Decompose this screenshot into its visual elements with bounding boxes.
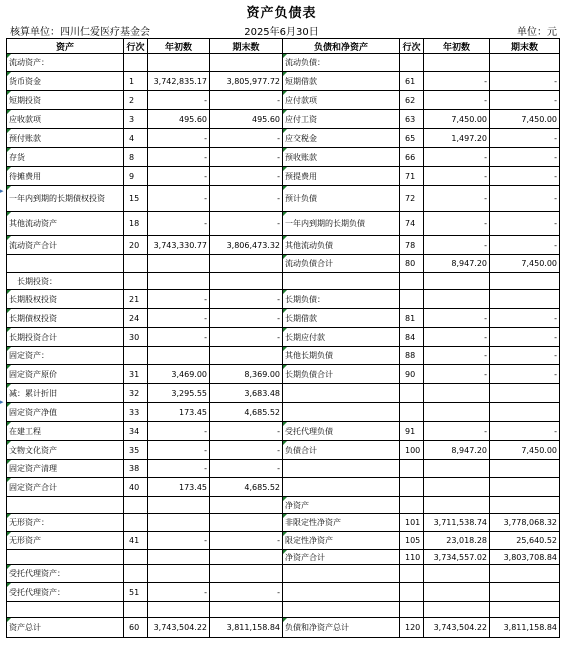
asset-closing-cell[interactable]: -: [210, 186, 283, 212]
liability-line-cell[interactable]: 78: [400, 236, 424, 255]
table-row: [7, 365, 560, 384]
liability-line-cell[interactable]: [400, 497, 424, 514]
asset-name-cell[interactable]: 流动资产合计: [7, 236, 124, 255]
asset-line-cell[interactable]: [124, 255, 148, 273]
report-date: 2025年6月30日: [244, 27, 319, 38]
asset-name-cell[interactable]: 其他流动资产: [7, 212, 124, 236]
liability-opening-cell[interactable]: 3,711,538.74: [424, 514, 490, 532]
table-header-row: [7, 39, 560, 54]
asset-opening-cell[interactable]: 3,742,835.17: [148, 72, 210, 91]
liability-name-cell[interactable]: 长期负债：: [283, 290, 400, 309]
asset-name-cell[interactable]: 存货: [7, 148, 124, 167]
liability-closing-cell[interactable]: -: [490, 422, 560, 441]
liability-name-cell[interactable]: 流动负债合计: [283, 255, 400, 273]
asset-opening-cell[interactable]: [148, 347, 210, 365]
asset-line-cell[interactable]: 60: [124, 618, 148, 638]
asset-opening-cell[interactable]: -: [148, 290, 210, 309]
liability-line-cell[interactable]: [400, 403, 424, 422]
liability-opening-cell[interactable]: -: [424, 236, 490, 255]
asset-opening-cell[interactable]: [148, 54, 210, 72]
table-row: [7, 618, 560, 638]
liability-name-cell[interactable]: 短期借款: [283, 72, 400, 91]
asset-line-cell[interactable]: [124, 273, 148, 290]
row-marker-icon: ▸: [0, 398, 4, 406]
liability-opening-cell[interactable]: [424, 565, 490, 583]
asset-opening-cell[interactable]: -: [148, 441, 210, 460]
asset-opening-cell[interactable]: -: [148, 212, 210, 236]
asset-line-cell[interactable]: 18: [124, 212, 148, 236]
liability-closing-cell[interactable]: 7,450.00: [490, 441, 560, 460]
liability-name-cell[interactable]: 预提费用: [283, 167, 400, 186]
liability-name-cell[interactable]: [283, 583, 400, 602]
liability-opening-cell[interactable]: [424, 602, 490, 618]
accounting-unit: 核算单位：四川仁爱医疗基金会: [10, 27, 150, 38]
asset-name-cell[interactable]: 固定资产原价: [7, 365, 124, 384]
currency-unit: 单位：元: [517, 27, 557, 38]
table-row: [7, 583, 560, 602]
table-row: [7, 148, 560, 167]
asset-closing-cell[interactable]: 3,683.48: [210, 384, 283, 403]
header-line-no: 行次: [124, 39, 148, 54]
liability-closing-cell[interactable]: [490, 273, 560, 290]
liability-line-cell[interactable]: 65: [400, 129, 424, 148]
liability-line-cell[interactable]: 90: [400, 365, 424, 384]
asset-line-cell[interactable]: 30: [124, 328, 148, 347]
asset-closing-cell[interactable]: [210, 255, 283, 273]
liability-line-cell[interactable]: [400, 460, 424, 478]
liability-closing-cell[interactable]: [490, 384, 560, 403]
table-row: [7, 110, 560, 129]
asset-line-cell[interactable]: 2: [124, 91, 148, 110]
liability-line-cell[interactable]: 110: [400, 550, 424, 565]
header-line-no: 行次: [400, 39, 424, 54]
asset-line-cell[interactable]: 8: [124, 148, 148, 167]
liability-opening-cell[interactable]: [424, 384, 490, 403]
asset-name-cell[interactable]: 长期投资合计: [7, 328, 124, 347]
asset-name-cell[interactable]: [7, 550, 124, 565]
balance-sheet-table: [6, 38, 560, 638]
asset-closing-cell[interactable]: [210, 347, 283, 365]
table-row: [7, 550, 560, 565]
liability-closing-cell[interactable]: -: [490, 91, 560, 110]
header-liabilities: 负债和净资产: [283, 39, 400, 54]
asset-opening-cell[interactable]: -: [148, 309, 210, 328]
liability-opening-cell[interactable]: 8,947.20: [424, 255, 490, 273]
liability-closing-cell[interactable]: -: [490, 129, 560, 148]
liability-opening-cell[interactable]: -: [424, 309, 490, 328]
table-row: [7, 273, 560, 290]
asset-line-cell[interactable]: 9: [124, 167, 148, 186]
liability-opening-cell[interactable]: [424, 290, 490, 309]
asset-opening-cell[interactable]: -: [148, 460, 210, 478]
liability-opening-cell[interactable]: [424, 478, 490, 497]
liability-line-cell[interactable]: [400, 290, 424, 309]
liability-name-cell[interactable]: 负债合计: [283, 441, 400, 460]
asset-name-cell[interactable]: 长期债权投资: [7, 309, 124, 328]
asset-line-cell[interactable]: 21: [124, 290, 148, 309]
liability-line-cell[interactable]: [400, 602, 424, 618]
asset-name-cell[interactable]: 预付账款: [7, 129, 124, 148]
asset-opening-cell[interactable]: 3,469.00: [148, 365, 210, 384]
liability-line-cell[interactable]: [400, 273, 424, 290]
liability-closing-cell[interactable]: [490, 497, 560, 514]
liability-line-cell[interactable]: 72: [400, 186, 424, 212]
liability-name-cell[interactable]: 非限定性净资产: [283, 514, 400, 532]
liability-name-cell[interactable]: 一年内到期的长期负债: [283, 212, 400, 236]
asset-closing-cell[interactable]: -: [210, 212, 283, 236]
liability-opening-cell[interactable]: [424, 497, 490, 514]
asset-opening-cell[interactable]: [148, 602, 210, 618]
liability-closing-cell[interactable]: [490, 478, 560, 497]
asset-name-cell[interactable]: [7, 497, 124, 514]
table-row: [7, 478, 560, 497]
asset-name-cell[interactable]: 减：累计折旧: [7, 384, 124, 403]
liability-line-cell[interactable]: 80: [400, 255, 424, 273]
table-row: [7, 212, 560, 236]
liability-name-cell[interactable]: [283, 384, 400, 403]
header-assets: 资产: [7, 39, 124, 54]
asset-closing-cell[interactable]: 3,805,977.72: [210, 72, 283, 91]
asset-closing-cell[interactable]: -: [210, 129, 283, 148]
table-row: [7, 255, 560, 273]
asset-closing-cell[interactable]: -: [210, 460, 283, 478]
asset-name-cell[interactable]: 短期投资: [7, 91, 124, 110]
table-row: [7, 72, 560, 91]
asset-opening-cell[interactable]: -: [148, 532, 210, 550]
asset-name-cell[interactable]: 一年内到期的长期债权投资: [7, 186, 124, 212]
liability-opening-cell[interactable]: 7,450.00: [424, 110, 490, 129]
liability-name-cell[interactable]: 预计负债: [283, 186, 400, 212]
table-row: [7, 54, 560, 72]
liability-name-cell[interactable]: 长期负债合计: [283, 365, 400, 384]
asset-closing-cell[interactable]: -: [210, 532, 283, 550]
asset-opening-cell[interactable]: 3,295.55: [148, 384, 210, 403]
asset-line-cell[interactable]: 38: [124, 460, 148, 478]
liability-opening-cell[interactable]: [424, 54, 490, 72]
liability-line-cell[interactable]: 84: [400, 328, 424, 347]
liability-name-cell[interactable]: [283, 403, 400, 422]
liability-name-cell[interactable]: 负债和净资产总计: [283, 618, 400, 638]
row-marker-icon: ▸: [0, 187, 4, 195]
asset-name-cell[interactable]: 受托代理资产：: [7, 565, 124, 583]
liability-name-cell[interactable]: 净资产: [283, 497, 400, 514]
liability-name-cell[interactable]: 应付款项: [283, 91, 400, 110]
liability-closing-cell[interactable]: [490, 290, 560, 309]
liability-name-cell[interactable]: 应付工资: [283, 110, 400, 129]
liability-name-cell[interactable]: [283, 565, 400, 583]
liability-closing-cell[interactable]: [490, 460, 560, 478]
liability-opening-cell[interactable]: 8,947.20: [424, 441, 490, 460]
asset-closing-cell[interactable]: [210, 54, 283, 72]
asset-opening-cell[interactable]: -: [148, 583, 210, 602]
liability-closing-cell[interactable]: 25,640.52: [490, 532, 560, 550]
header-closing: 期末数: [490, 39, 560, 54]
header-opening: 年初数: [148, 39, 210, 54]
liability-closing-cell[interactable]: 7,450.00: [490, 110, 560, 129]
asset-name-cell[interactable]: 长期投资：: [7, 273, 124, 290]
liability-closing-cell[interactable]: -: [490, 72, 560, 91]
table-row: [7, 532, 560, 550]
liability-name-cell[interactable]: [283, 273, 400, 290]
asset-line-cell[interactable]: 41: [124, 532, 148, 550]
liability-line-cell[interactable]: [400, 384, 424, 403]
asset-line-cell[interactable]: [124, 550, 148, 565]
asset-opening-cell[interactable]: [148, 497, 210, 514]
liability-opening-cell[interactable]: -: [424, 186, 490, 212]
liability-closing-cell[interactable]: 7,450.00: [490, 255, 560, 273]
table-row: [7, 460, 560, 478]
liability-opening-cell[interactable]: [424, 583, 490, 602]
liability-line-cell[interactable]: 120: [400, 618, 424, 638]
table-row: [7, 167, 560, 186]
asset-closing-cell[interactable]: [210, 565, 283, 583]
asset-closing-cell[interactable]: [210, 273, 283, 290]
asset-opening-cell[interactable]: [148, 514, 210, 532]
asset-opening-cell[interactable]: -: [148, 167, 210, 186]
liability-name-cell[interactable]: 净资产合计: [283, 550, 400, 565]
asset-opening-cell[interactable]: 3,743,330.77: [148, 236, 210, 255]
asset-name-cell[interactable]: 在建工程: [7, 422, 124, 441]
liability-closing-cell[interactable]: [490, 583, 560, 602]
liability-line-cell[interactable]: [400, 54, 424, 72]
asset-opening-cell[interactable]: 173.45: [148, 403, 210, 422]
table-row: [7, 602, 560, 618]
asset-name-cell[interactable]: 固定资产净值: [7, 403, 124, 422]
asset-closing-cell[interactable]: -: [210, 328, 283, 347]
liability-name-cell[interactable]: [283, 478, 400, 497]
table-row: [7, 384, 560, 403]
asset-closing-cell[interactable]: 4,685.52: [210, 478, 283, 497]
liability-name-cell[interactable]: 其他长期负债: [283, 347, 400, 365]
liability-line-cell[interactable]: 88: [400, 347, 424, 365]
asset-name-cell[interactable]: 待摊费用: [7, 167, 124, 186]
liability-line-cell[interactable]: 62: [400, 91, 424, 110]
liability-line-cell[interactable]: 100: [400, 441, 424, 460]
asset-opening-cell[interactable]: 173.45: [148, 478, 210, 497]
asset-opening-cell[interactable]: [148, 565, 210, 583]
asset-line-cell[interactable]: 20: [124, 236, 148, 255]
liability-closing-cell[interactable]: -: [490, 186, 560, 212]
liability-closing-cell[interactable]: -: [490, 148, 560, 167]
liability-opening-cell[interactable]: 1,497.20: [424, 129, 490, 148]
asset-line-cell[interactable]: 4: [124, 129, 148, 148]
liability-opening-cell[interactable]: [424, 460, 490, 478]
table-row: [7, 565, 560, 583]
asset-closing-cell[interactable]: -: [210, 91, 283, 110]
asset-opening-cell[interactable]: [148, 550, 210, 565]
asset-closing-cell[interactable]: -: [210, 148, 283, 167]
asset-line-cell[interactable]: 32: [124, 384, 148, 403]
liability-name-cell[interactable]: 流动负债：: [283, 54, 400, 72]
liability-line-cell[interactable]: 66: [400, 148, 424, 167]
liability-closing-cell[interactable]: -: [490, 365, 560, 384]
liability-closing-cell[interactable]: [490, 602, 560, 618]
asset-line-cell[interactable]: [124, 497, 148, 514]
asset-name-cell[interactable]: [7, 602, 124, 618]
liability-closing-cell[interactable]: [490, 403, 560, 422]
asset-name-cell[interactable]: 受托代理资产：: [7, 583, 124, 602]
asset-closing-cell[interactable]: -: [210, 167, 283, 186]
table-row: [7, 129, 560, 148]
header-closing: 期末数: [210, 39, 283, 54]
liability-opening-cell[interactable]: 3,734,557.02: [424, 550, 490, 565]
asset-opening-cell[interactable]: -: [148, 422, 210, 441]
table-row: [7, 514, 560, 532]
liability-opening-cell[interactable]: -: [424, 72, 490, 91]
liability-line-cell[interactable]: 105: [400, 532, 424, 550]
asset-name-cell[interactable]: 无形资产：: [7, 514, 124, 532]
liability-opening-cell[interactable]: [424, 403, 490, 422]
asset-opening-cell[interactable]: [148, 273, 210, 290]
asset-closing-cell[interactable]: -: [210, 422, 283, 441]
liability-line-cell[interactable]: [400, 565, 424, 583]
asset-opening-cell[interactable]: -: [148, 328, 210, 347]
liability-closing-cell[interactable]: -: [490, 236, 560, 255]
asset-line-cell[interactable]: 24: [124, 309, 148, 328]
asset-name-cell[interactable]: 固定资产合计: [7, 478, 124, 497]
liability-line-cell[interactable]: 101: [400, 514, 424, 532]
asset-name-cell[interactable]: 文物文化资产: [7, 441, 124, 460]
liability-name-cell[interactable]: 长期借款: [283, 309, 400, 328]
liability-opening-cell[interactable]: 3,743,504.22: [424, 618, 490, 638]
asset-opening-cell[interactable]: [148, 255, 210, 273]
asset-name-cell[interactable]: 固定资产：: [7, 347, 124, 365]
liability-name-cell[interactable]: [283, 602, 400, 618]
liability-opening-cell[interactable]: -: [424, 328, 490, 347]
table-row: [7, 328, 560, 347]
asset-name-cell[interactable]: 应收款项: [7, 110, 124, 129]
liability-opening-cell[interactable]: -: [424, 347, 490, 365]
asset-closing-cell[interactable]: 4,685.52: [210, 403, 283, 422]
liability-name-cell[interactable]: 限定性净资产: [283, 532, 400, 550]
asset-closing-cell[interactable]: [210, 602, 283, 618]
table-row: [7, 236, 560, 255]
asset-name-cell[interactable]: 长期股权投资: [7, 290, 124, 309]
asset-closing-cell[interactable]: 495.60: [210, 110, 283, 129]
liability-closing-cell[interactable]: 3,803,708.84: [490, 550, 560, 565]
liability-opening-cell[interactable]: 23,018.28: [424, 532, 490, 550]
table-row: [7, 91, 560, 110]
liability-closing-cell[interactable]: [490, 565, 560, 583]
asset-opening-cell[interactable]: -: [148, 91, 210, 110]
liability-opening-cell[interactable]: -: [424, 91, 490, 110]
asset-closing-cell[interactable]: -: [210, 583, 283, 602]
liability-opening-cell[interactable]: -: [424, 167, 490, 186]
liability-name-cell[interactable]: 受托代理负债: [283, 422, 400, 441]
liability-line-cell[interactable]: [400, 478, 424, 497]
liability-closing-cell[interactable]: -: [490, 167, 560, 186]
asset-name-cell[interactable]: 无形资产: [7, 532, 124, 550]
asset-opening-cell[interactable]: -: [148, 186, 210, 212]
liability-opening-cell[interactable]: -: [424, 212, 490, 236]
liability-closing-cell[interactable]: -: [490, 309, 560, 328]
liability-line-cell[interactable]: 63: [400, 110, 424, 129]
asset-closing-cell[interactable]: [210, 497, 283, 514]
liability-name-cell[interactable]: 预收账款: [283, 148, 400, 167]
asset-closing-cell[interactable]: 3,811,158.84: [210, 618, 283, 638]
liability-name-cell[interactable]: [283, 460, 400, 478]
asset-closing-cell[interactable]: [210, 514, 283, 532]
asset-closing-cell[interactable]: -: [210, 441, 283, 460]
liability-opening-cell[interactable]: -: [424, 365, 490, 384]
asset-name-cell[interactable]: 资产总计: [7, 618, 124, 638]
liability-closing-cell[interactable]: 3,778,068.32: [490, 514, 560, 532]
asset-line-cell[interactable]: 31: [124, 365, 148, 384]
asset-closing-cell[interactable]: -: [210, 290, 283, 309]
liability-closing-cell[interactable]: -: [490, 328, 560, 347]
asset-line-cell[interactable]: [124, 602, 148, 618]
asset-closing-cell[interactable]: 8,369.00: [210, 365, 283, 384]
liability-opening-cell[interactable]: -: [424, 422, 490, 441]
liability-opening-cell[interactable]: -: [424, 148, 490, 167]
liability-closing-cell[interactable]: -: [490, 347, 560, 365]
liability-closing-cell[interactable]: -: [490, 212, 560, 236]
asset-name-cell[interactable]: 固定资产清理: [7, 460, 124, 478]
asset-name-cell[interactable]: 流动资产：: [7, 54, 124, 72]
liability-line-cell[interactable]: [400, 583, 424, 602]
asset-opening-cell[interactable]: 495.60: [148, 110, 210, 129]
asset-closing-cell[interactable]: -: [210, 309, 283, 328]
table-row: [7, 422, 560, 441]
asset-line-cell[interactable]: [124, 514, 148, 532]
asset-closing-cell[interactable]: 3,806,473.32: [210, 236, 283, 255]
asset-line-cell[interactable]: 33: [124, 403, 148, 422]
liability-line-cell[interactable]: 61: [400, 72, 424, 91]
liability-name-cell[interactable]: 长期应付款: [283, 328, 400, 347]
asset-line-cell[interactable]: 34: [124, 422, 148, 441]
asset-name-cell[interactable]: [7, 255, 124, 273]
asset-line-cell[interactable]: [124, 565, 148, 583]
liability-line-cell[interactable]: 91: [400, 422, 424, 441]
table-row: [7, 403, 560, 422]
liability-name-cell[interactable]: 应交税金: [283, 129, 400, 148]
liability-opening-cell[interactable]: [424, 273, 490, 290]
asset-line-cell[interactable]: 15: [124, 186, 148, 212]
asset-line-cell[interactable]: [124, 347, 148, 365]
liability-line-cell[interactable]: 81: [400, 309, 424, 328]
asset-line-cell[interactable]: 51: [124, 583, 148, 602]
asset-opening-cell[interactable]: 3,743,504.22: [148, 618, 210, 638]
liability-name-cell[interactable]: 其他流动负债: [283, 236, 400, 255]
table-row: [7, 186, 560, 212]
asset-opening-cell[interactable]: -: [148, 129, 210, 148]
asset-name-cell[interactable]: 货币资金: [7, 72, 124, 91]
liability-closing-cell[interactable]: [490, 54, 560, 72]
table-row: [7, 441, 560, 460]
asset-line-cell[interactable]: 1: [124, 72, 148, 91]
asset-line-cell[interactable]: 35: [124, 441, 148, 460]
report-title: 资产负债表: [246, 6, 317, 21]
liability-closing-cell[interactable]: 3,811,158.84: [490, 618, 560, 638]
header-opening: 年初数: [424, 39, 490, 54]
asset-line-cell[interactable]: [124, 54, 148, 72]
asset-closing-cell[interactable]: [210, 550, 283, 565]
table-row: [7, 497, 560, 514]
liability-line-cell[interactable]: 71: [400, 167, 424, 186]
asset-line-cell[interactable]: 3: [124, 110, 148, 129]
asset-opening-cell[interactable]: -: [148, 148, 210, 167]
table-row: [7, 347, 560, 365]
liability-line-cell[interactable]: 74: [400, 212, 424, 236]
asset-line-cell[interactable]: 40: [124, 478, 148, 497]
table-row: [7, 309, 560, 328]
table-row: [7, 290, 560, 309]
